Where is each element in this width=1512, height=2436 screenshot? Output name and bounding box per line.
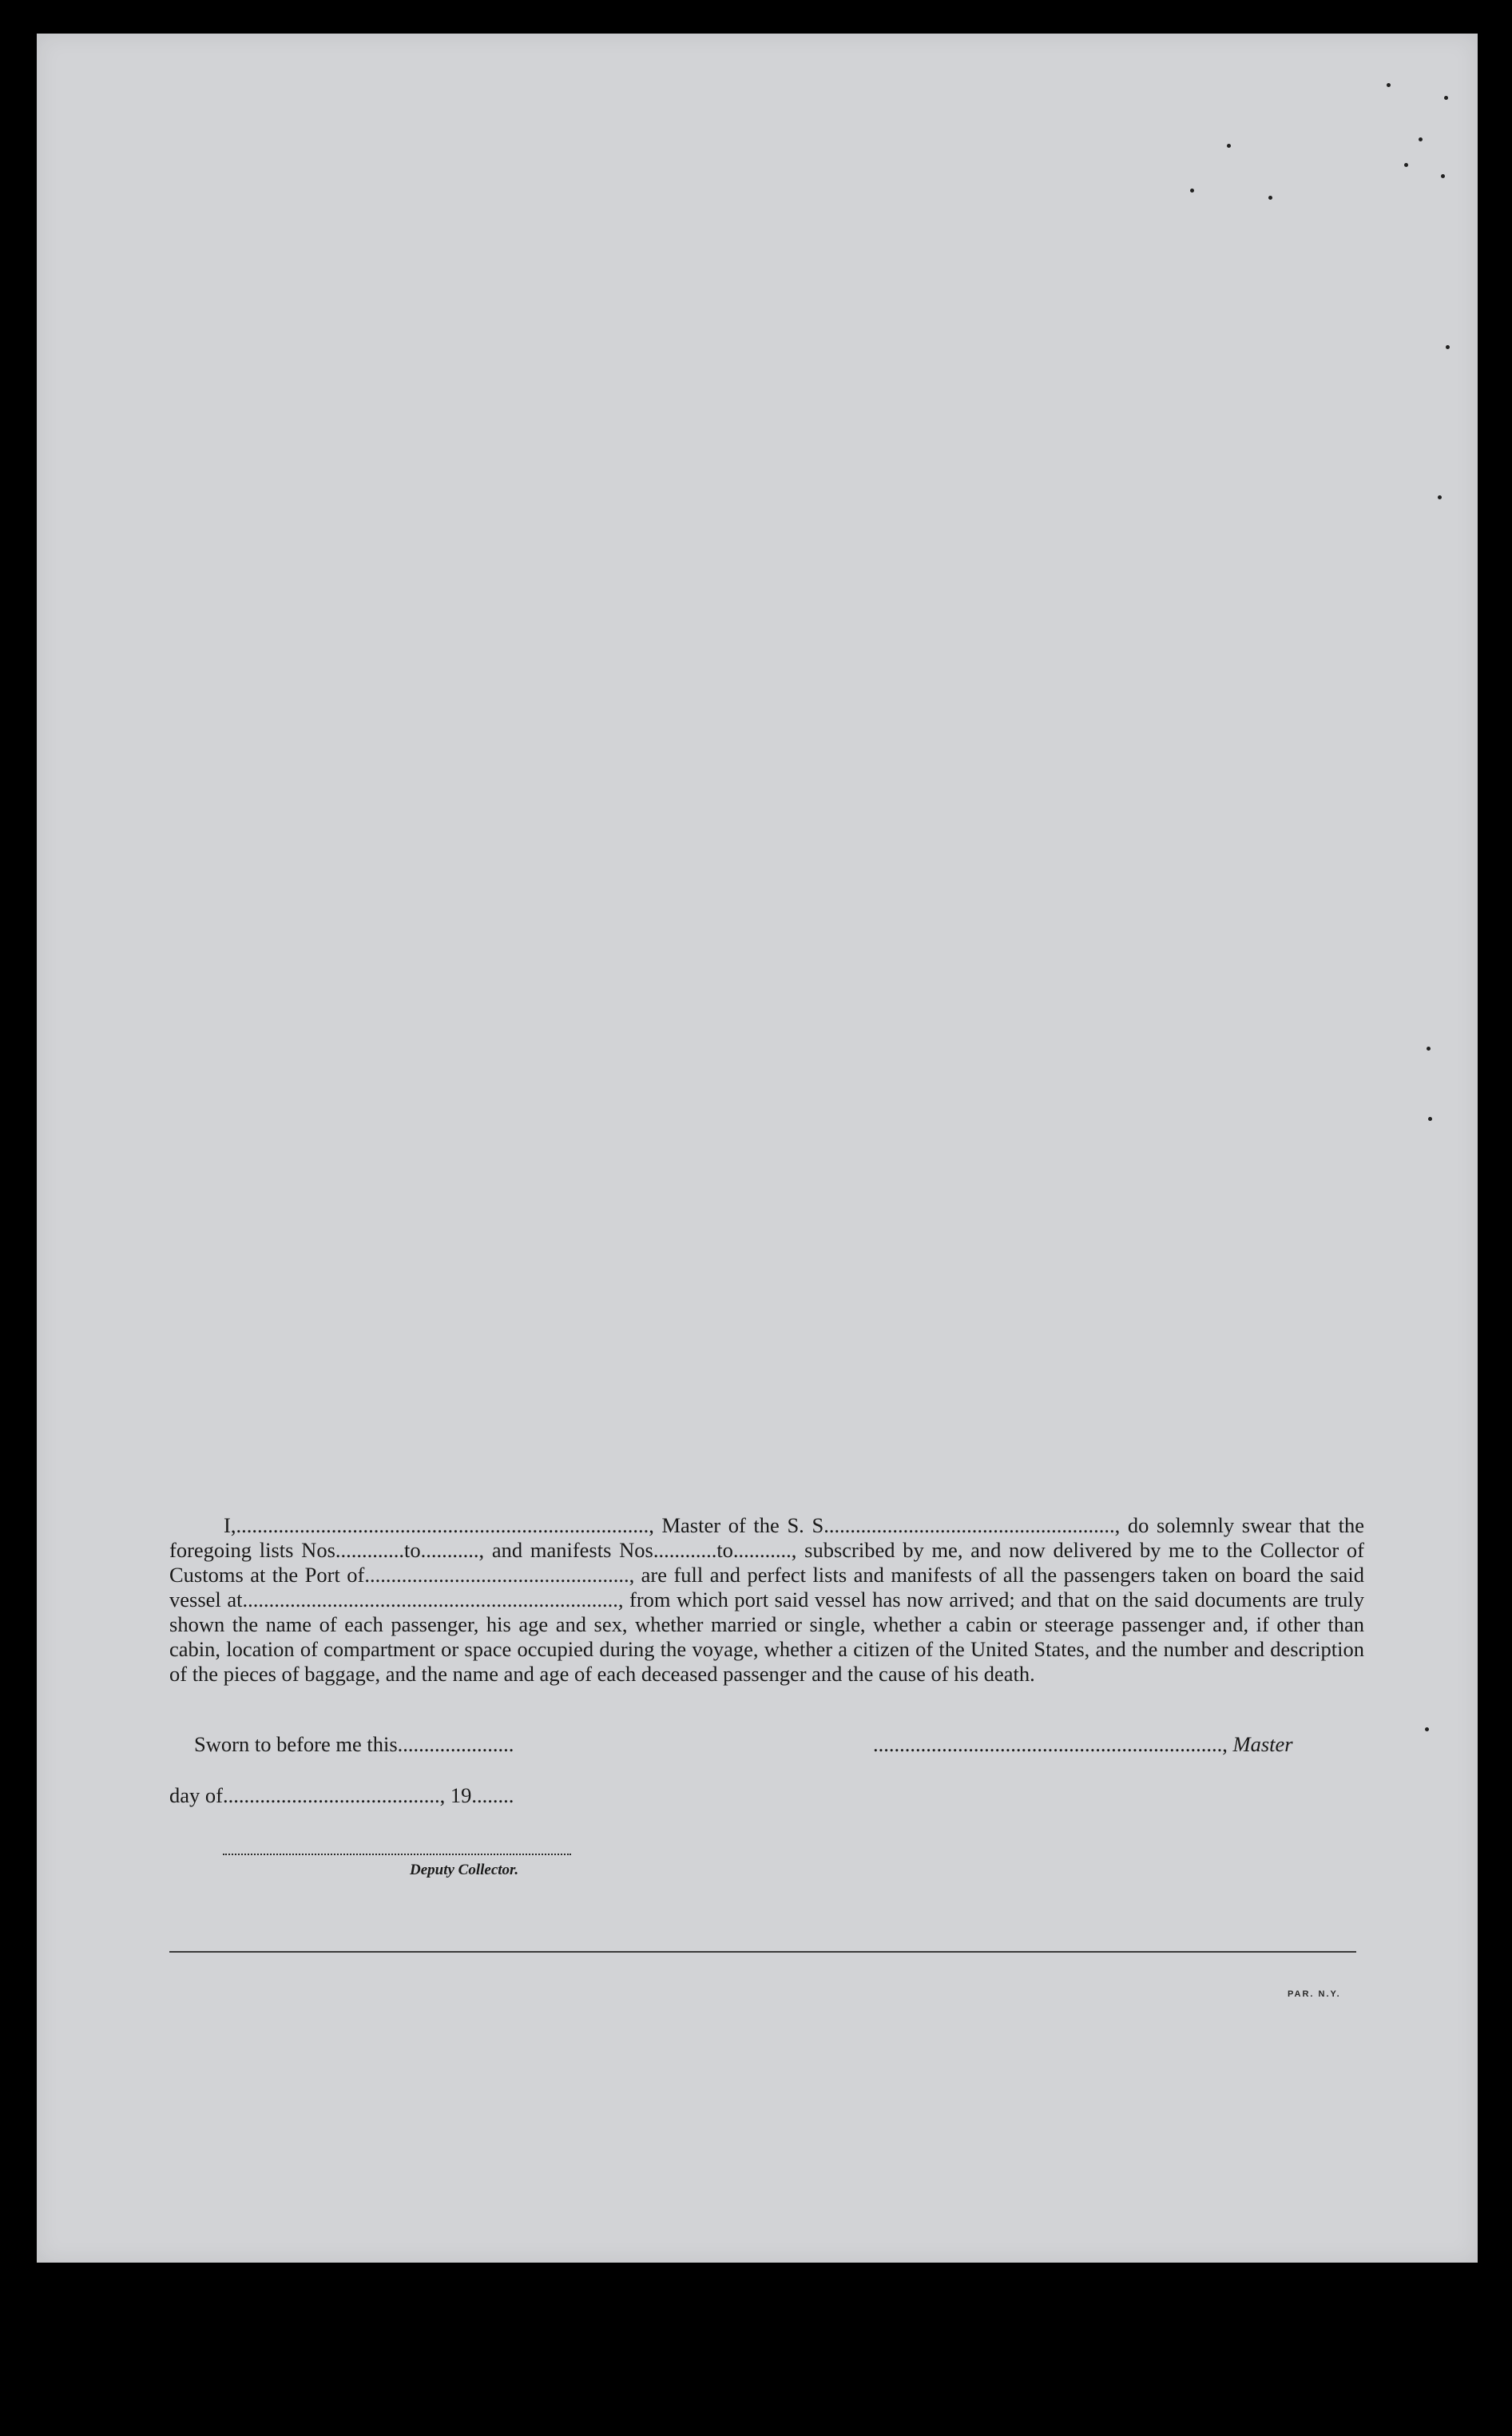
speck [1446,345,1450,349]
day-of-line: day of........................................., 19........ [169,1783,514,1807]
master-signature-blank: .................................................................., [873,1732,1228,1756]
bleed-through-mark [117,401,125,431]
speck [1441,174,1445,178]
speck [1419,137,1423,141]
speck [1444,96,1448,100]
speck [1227,144,1231,148]
oath-paragraph [169,1513,1364,1687]
deputy-collector-label: Deputy Collector. [410,1862,519,1878]
master-signature-line [873,1732,1293,1757]
printer-imprint: PAR. N.Y. [1288,1989,1341,1999]
speck [1438,495,1442,499]
speck [1268,196,1272,200]
speck [1190,189,1194,193]
sworn-before-line: Sworn to before me this...................... [194,1732,514,1756]
speck [1428,1117,1432,1121]
speck [1427,1047,1431,1051]
document-page [37,34,1478,2263]
master-label: Master [1232,1732,1293,1756]
speck [1425,1727,1429,1731]
oath-text: I,.............................................................................., Master of the S. S......................................................., do solemnly swear that the foregoing lists Nos.............to..........., and manifests Nos............to..........., subscribed by me, and now delivered by me to the Collector of Customs at the Port of.................................................., are full and perfect lists and manifests of all the passengers taken on board the said vessel at......................................................................., from which port said vessel has now arrived; and that on the said documents are truly shown the name of each passenger, his age and sex, whether married or single, whether a cabin or steerage passenger and, if other than cabin, location of compartment or space occupied during the voyage, whether a citizen of the United States, and the number and description of the pieces of baggage, and the name and age of each deceased passenger and the cause of his death. [169,1513,1364,1686]
speck [1404,163,1408,167]
deputy-signature-line [223,1854,571,1855]
footer-rule [169,1951,1356,1953]
speck [1387,83,1391,87]
